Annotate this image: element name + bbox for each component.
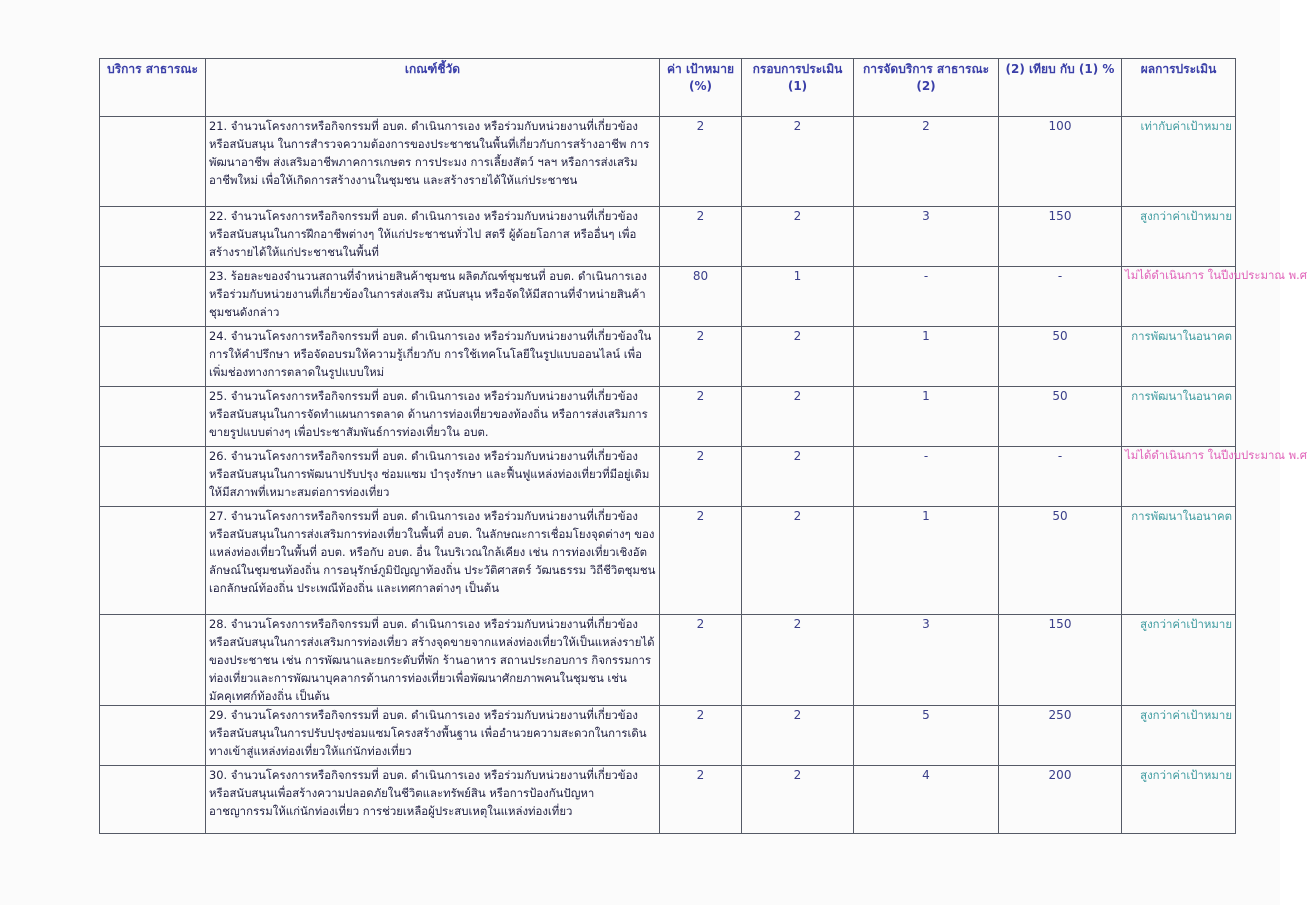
table-row bbox=[100, 706, 1236, 766]
framework-value: 2 bbox=[742, 447, 854, 507]
framework-value: 2 bbox=[742, 706, 854, 766]
service-cell bbox=[100, 615, 206, 706]
framework-value: 2 bbox=[742, 507, 854, 615]
header-criteria: เกณฑ์ชี้วัด bbox=[206, 59, 660, 117]
result-value: ไม่ได้ดำเนินการ ในปีงบประมาณ พ.ศ bbox=[1122, 447, 1236, 507]
table-header-row bbox=[100, 59, 1236, 117]
criteria-cell: 22. จำนวนโครงการหรือกิจกรรมที่ อบต. ดำเนินการเอง หรือร่วมกับหน่วยงานที่เกี่ยวข้อง หรือสนับสนุนในการฝึกอาชีพต่างๆ ให้แก่ประชาชนทั่วไป สตรี ผู้ด้อยโอกาส หรืออื่นๆ เพื่อสร้างรายได้ให้แก่ประชาชนในพื้นที่ bbox=[206, 207, 660, 267]
header-framework: กรอบการประเมิน (1) bbox=[742, 59, 854, 117]
criteria-cell: 30. จำนวนโครงการหรือกิจกรรมที่ อบต. ดำเนินการเอง หรือร่วมกับหน่วยงานที่เกี่ยวข้อง หรือสนับสนุนเพื่อสร้างความปลอดภัยในชีวิตและทรัพย์สิน หรือการป้องกันปัญหาอาชญากรรมให้แก่นักท่องเที่ยว การช่วยเหลือผู้ประสบเหตุในแหล่งท่องเที่ยว bbox=[206, 766, 660, 834]
target-value: 2 bbox=[660, 387, 742, 447]
compare-value: 100 bbox=[999, 117, 1122, 207]
criteria-cell: 23. ร้อยละของจำนวนสถานที่จำหน่ายสินค้าชุมชน ผลิตภัณฑ์ชุมชนที่ อบต. ดำเนินการเอง หรือร่วมกับหน่วยงานที่เกี่ยวข้องในการส่งเสริม สนับสนุน หรือจัดให้มีสถานที่จำหน่ายสินค้าชุมชนดังกล่าว bbox=[206, 267, 660, 327]
target-value: 2 bbox=[660, 117, 742, 207]
service-cell bbox=[100, 117, 206, 207]
service-cell bbox=[100, 207, 206, 267]
framework-value: 2 bbox=[742, 207, 854, 267]
target-value: 2 bbox=[660, 615, 742, 706]
table-row bbox=[100, 615, 1236, 706]
target-value: 80 bbox=[660, 267, 742, 327]
compare-value: 150 bbox=[999, 615, 1122, 706]
compare-value: 150 bbox=[999, 207, 1122, 267]
table-row bbox=[100, 207, 1236, 267]
result-value: ไม่ได้ดำเนินการ ในปีงบประมาณ พ.ศ bbox=[1122, 267, 1236, 327]
provision-value: 1 bbox=[854, 387, 999, 447]
target-value: 2 bbox=[660, 207, 742, 267]
header-service: บริการ สาธารณะ bbox=[100, 59, 206, 117]
target-value: 2 bbox=[660, 327, 742, 387]
table-row bbox=[100, 507, 1236, 615]
header-result: ผลการประเมิน bbox=[1122, 59, 1236, 117]
result-value: การพัฒนาในอนาคต bbox=[1122, 327, 1236, 387]
service-cell bbox=[100, 447, 206, 507]
compare-value: 50 bbox=[999, 507, 1122, 615]
target-value: 2 bbox=[660, 507, 742, 615]
table-row bbox=[100, 267, 1236, 327]
target-value: 2 bbox=[660, 766, 742, 834]
criteria-cell: 24. จำนวนโครงการหรือกิจกรรมที่ อบต. ดำเนินการเอง หรือร่วมกับหน่วยงานที่เกี่ยวข้องในการให้คำปรึกษา หรือจัดอบรมให้ความรู้เกี่ยวกับ การใช้เทคโนโลยีในรูปแบบออนไลน์ เพื่อเพิ่มช่องทางการตลาดในรูปแบบใหม่ bbox=[206, 327, 660, 387]
criteria-cell: 27. จำนวนโครงการหรือกิจกรรมที่ อบต. ดำเนินการเอง หรือร่วมกับหน่วยงานที่เกี่ยวข้อง หรือสนับสนุนในการส่งเสริมการท่องเที่ยวในพื้นที่ อบต. ในลักษณะการเชื่อมโยงจุดต่างๆ ของแหล่งท่องเที่ยวในพื้นที่ อบต. หรือกับ อบต. อื่น ในบริเวณใกล้เคียง เช่น การท่องเที่ยวเชิงอัตลักษณ์ในชุมชนท้องถิ่น การอนุรักษ์ภูมิปัญญาท้องถิ่น ประวัติศาสตร์ วัฒนธรรม วิถีชีวิตชุมชน เอกลักษณ์ท้องถิ่น ประเพณีท้องถิ่น และเทศกาลต่างๆ เป็นต้น bbox=[206, 507, 660, 615]
provision-value: 1 bbox=[854, 507, 999, 615]
service-cell bbox=[100, 507, 206, 615]
framework-value: 2 bbox=[742, 327, 854, 387]
target-value: 2 bbox=[660, 447, 742, 507]
provision-value: 1 bbox=[854, 327, 999, 387]
criteria-cell: 26. จำนวนโครงการหรือกิจกรรมที่ อบต. ดำเนินการเอง หรือร่วมกับหน่วยงานที่เกี่ยวข้อง หรือสนับสนุนในการพัฒนาปรับปรุง ซ่อมแซม บำรุงรักษา และฟื้นฟูแหล่งท่องเที่ยวที่มีอยู่เดิมให้มีสภาพที่เหมาะสมต่อการท่องเที่ยว bbox=[206, 447, 660, 507]
provision-value: - bbox=[854, 447, 999, 507]
framework-value: 2 bbox=[742, 766, 854, 834]
criteria-cell: 21. จำนวนโครงการหรือกิจกรรมที่ อบต. ดำเนินการเอง หรือร่วมกับหน่วยงานที่เกี่ยวข้อง หรือสนับสนุน ในการสำรวจความต้องการของประชาชนในพื้นที่เกี่ยวกับการสร้างอาชีพ การพัฒนาอาชีพ ส่งเสริมอาชีพภาคการเกษตร การประมง การเลี้ยงสัตว์ ฯลฯ หรือการส่งเสริมอาชีพใหม่ เพื่อให้เกิดการสร้างงานในชุมชน และสร้างรายได้ให้แก่ประชาชน bbox=[206, 117, 660, 207]
compare-value: 50 bbox=[999, 387, 1122, 447]
result-value: สูงกว่าค่าเป้าหมาย bbox=[1122, 207, 1236, 267]
service-cell bbox=[100, 706, 206, 766]
compare-value: 50 bbox=[999, 327, 1122, 387]
result-value: การพัฒนาในอนาคต bbox=[1122, 507, 1236, 615]
header-target: ค่า เป้าหมาย (%) bbox=[660, 59, 742, 117]
target-value: 2 bbox=[660, 706, 742, 766]
criteria-cell: 28. จำนวนโครงการหรือกิจกรรมที่ อบต. ดำเนินการเอง หรือร่วมกับหน่วยงานที่เกี่ยวข้อง หรือสนับสนุนในการส่งเสริมการท่องเที่ยว สร้างจุดขายจากแหล่งท่องเที่ยวให้เป็นแหล่งรายได้ของประชาชน เช่น การพัฒนาและยกระดับที่พัก ร้านอาหาร สถานประกอบการ กิจกรรมการท่องเที่ยวและการพัฒนาบุคลากรด้านการท่องเที่ยวเพื่อพัฒนาศักยภาพคนในชุมชน เช่น มัคคุเทศก์ท้องถิ่น เป็นต้น bbox=[206, 615, 660, 706]
header-provision: การจัดบริการ สาธารณะ (2) bbox=[854, 59, 999, 117]
result-value: เท่ากับค่าเป้าหมาย bbox=[1122, 117, 1236, 207]
compare-value: 250 bbox=[999, 706, 1122, 766]
result-value: การพัฒนาในอนาคต bbox=[1122, 387, 1236, 447]
result-value: สูงกว่าค่าเป้าหมาย bbox=[1122, 706, 1236, 766]
result-value: สูงกว่าค่าเป้าหมาย bbox=[1122, 615, 1236, 706]
table-row bbox=[100, 447, 1236, 507]
service-cell bbox=[100, 766, 206, 834]
provision-value: 5 bbox=[854, 706, 999, 766]
provision-value: 3 bbox=[854, 615, 999, 706]
framework-value: 1 bbox=[742, 267, 854, 327]
criteria-cell: 25. จำนวนโครงการหรือกิจกรรมที่ อบต. ดำเนินการเอง หรือร่วมกับหน่วยงานที่เกี่ยวข้อง หรือสนับสนุนในการจัดทำแผนการตลาด ด้านการท่องเที่ยวของท้องถิ่น หรือการส่งเสริมการขายรูปแบบต่างๆ เพื่อประชาสัมพันธ์การท่องเที่ยวใน อบต. bbox=[206, 387, 660, 447]
criteria-cell: 29. จำนวนโครงการหรือกิจกรรมที่ อบต. ดำเนินการเอง หรือร่วมกับหน่วยงานที่เกี่ยวข้อง หรือสนับสนุนในการปรับปรุงซ่อมแซมโครงสร้างพื้นฐาน เพื่ออำนวยความสะดวกในการเดินทางเข้าสู่แหล่งท่องเที่ยวให้แก่นักท่องเที่ยว bbox=[206, 706, 660, 766]
service-cell bbox=[100, 387, 206, 447]
provision-value: 2 bbox=[854, 117, 999, 207]
evaluation-table bbox=[99, 58, 1307, 834]
provision-value: - bbox=[854, 267, 999, 327]
service-cell bbox=[100, 267, 206, 327]
result-value: สูงกว่าค่าเป้าหมาย bbox=[1122, 766, 1236, 834]
service-cell bbox=[100, 327, 206, 387]
header-compare: (2) เทียบ กับ (1) % bbox=[999, 59, 1122, 117]
table-row bbox=[100, 327, 1236, 387]
table-row bbox=[100, 766, 1236, 834]
table-row bbox=[100, 387, 1236, 447]
table-row bbox=[100, 117, 1236, 207]
provision-value: 3 bbox=[854, 207, 999, 267]
framework-value: 2 bbox=[742, 387, 854, 447]
compare-value: - bbox=[999, 267, 1122, 327]
framework-value: 2 bbox=[742, 615, 854, 706]
compare-value: - bbox=[999, 447, 1122, 507]
framework-value: 2 bbox=[742, 117, 854, 207]
compare-value: 200 bbox=[999, 766, 1122, 834]
provision-value: 4 bbox=[854, 766, 999, 834]
